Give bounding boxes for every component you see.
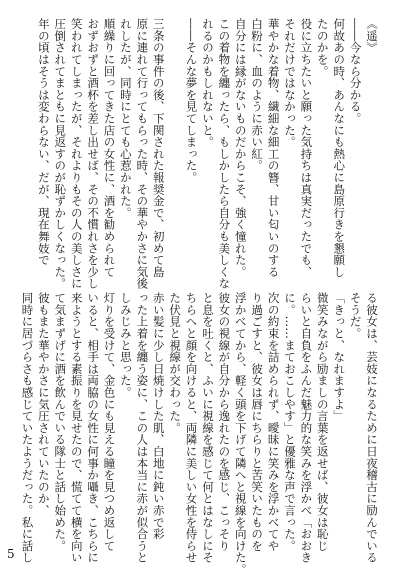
top-text-line: ――そんな夢を見てしまった。	[184, 18, 199, 184]
top-text-line: 年の頃はそうは変わらない、だが、現在舞妓で	[36, 18, 51, 266]
top-text-line: この着物を纏ったら、もしかしたら自分も美しくな	[217, 18, 232, 290]
bottom-text-line: 赤い髪に少し日焼けした肌、白地に鈍い赤で彩	[151, 292, 166, 540]
top-text-line: それだけではなかった。	[282, 18, 297, 148]
top-text-line: 華やかな着物、繊細な細工の簪、甘い匂いのする	[266, 18, 281, 278]
bottom-text-line: と息を吐くと、ふいに視線を感じて何とはなしにそ	[200, 292, 215, 564]
bottom-text-line: に。……まておこしやす」と優雅な声で言った。	[282, 292, 297, 552]
bottom-text-block	[19, 292, 380, 575]
bottom-text-line: 浮かべてから、軽く頭を下げて隣へと視線を向けた。	[233, 292, 248, 575]
bottom-text-line: いると、相手は両脇の女性に何事か囁き、こちらに	[86, 292, 101, 564]
top-text-line: 白粉に、血のように赤い紅。	[250, 18, 265, 172]
bottom-text-line: 微笑みながら励ましの言葉を返せば、彼女は恥じ	[315, 292, 330, 552]
bottom-text-line: る彼女は、芸妓になるために日夜稽古に励んでいる	[365, 292, 379, 564]
bottom-text-line: り過ごすと、彼女は唇にちらりと苦笑いたものを	[250, 292, 265, 552]
top-text-line: 何故あの時、あんなにも熱心に島原行きを懇願し	[332, 18, 347, 278]
top-text-line: たのかを。	[315, 18, 330, 77]
top-text-line: 《遥》	[365, 18, 379, 54]
top-text-line: れしたが、同時にとても心惹かれた。	[118, 18, 133, 219]
top-text-line: れるのかもしれないと。	[200, 18, 215, 148]
top-text-line: 圧倒されてまともに見返すのが恥ずかしくなった。	[53, 18, 68, 290]
top-text-line: 自分には縁がないものだからこそ、強く憧れた。	[233, 18, 248, 278]
top-text-line: おずおずと酒杯を差し出せば、その不慣れさを少し	[86, 18, 101, 290]
bottom-text-line: しみじみと思った。	[118, 292, 133, 399]
bottom-text-line: 「きっと、なれますよ」	[332, 292, 347, 422]
bottom-text-line: らいと自負をふんだ魅力的な笑みを浮かべ「おおき	[299, 292, 314, 564]
bottom-text-line: 彼もまた華やかさに気圧されていたのか、	[36, 292, 51, 517]
top-text-block	[35, 18, 380, 290]
top-text-line: 役に立ちたいと願った気持ちは真実だったでも、	[299, 18, 314, 278]
bottom-text-line: 来ようとする素振りを見せたので、慌てて横を向い	[69, 292, 84, 564]
top-text-line: ――今なら分かる。	[348, 18, 363, 125]
bottom-text-line: 彼女の視線が自分から逸れたのを感じ、こっそり	[217, 292, 232, 552]
top-text-line	[167, 18, 183, 268]
bottom-text-line: ちらへと顔を向けると、両隣に美しい女性を侍らせ	[184, 292, 199, 564]
bottom-text-line: った上着を纏う姿に、この人は本当に赤が似合うと	[135, 292, 150, 564]
bottom-text-line: 次の約束を詰められず、曖昧に笑みを浮かべてや	[266, 292, 281, 552]
bottom-text-line: そうだ。	[348, 292, 363, 340]
top-text-line: 笑われてしまったが、それよりもその人の美しさに	[69, 18, 84, 290]
bottom-text-line: て気まずげに酒を飲んでいる隊士と話し始めた。	[53, 292, 68, 552]
bottom-text-line: た伏見と視線が交わった。	[168, 292, 183, 434]
top-text-line: 三条の事件の後、下関された報奨金で、初めて島	[151, 18, 166, 278]
top-text-line: 順繰りに回ってきた店の女性に、酒を勧められて	[102, 18, 117, 278]
page-number: 5	[7, 547, 15, 561]
bottom-text-line: 灯りを受けて、金色にも見える瞳を見つめ返して	[102, 292, 117, 552]
top-text-line: 原に連れて行ってもらった時、その華やかさに気後	[135, 18, 150, 290]
bottom-text-line: 同時に居づらさも感じていたようだった。私に話し	[20, 292, 35, 564]
